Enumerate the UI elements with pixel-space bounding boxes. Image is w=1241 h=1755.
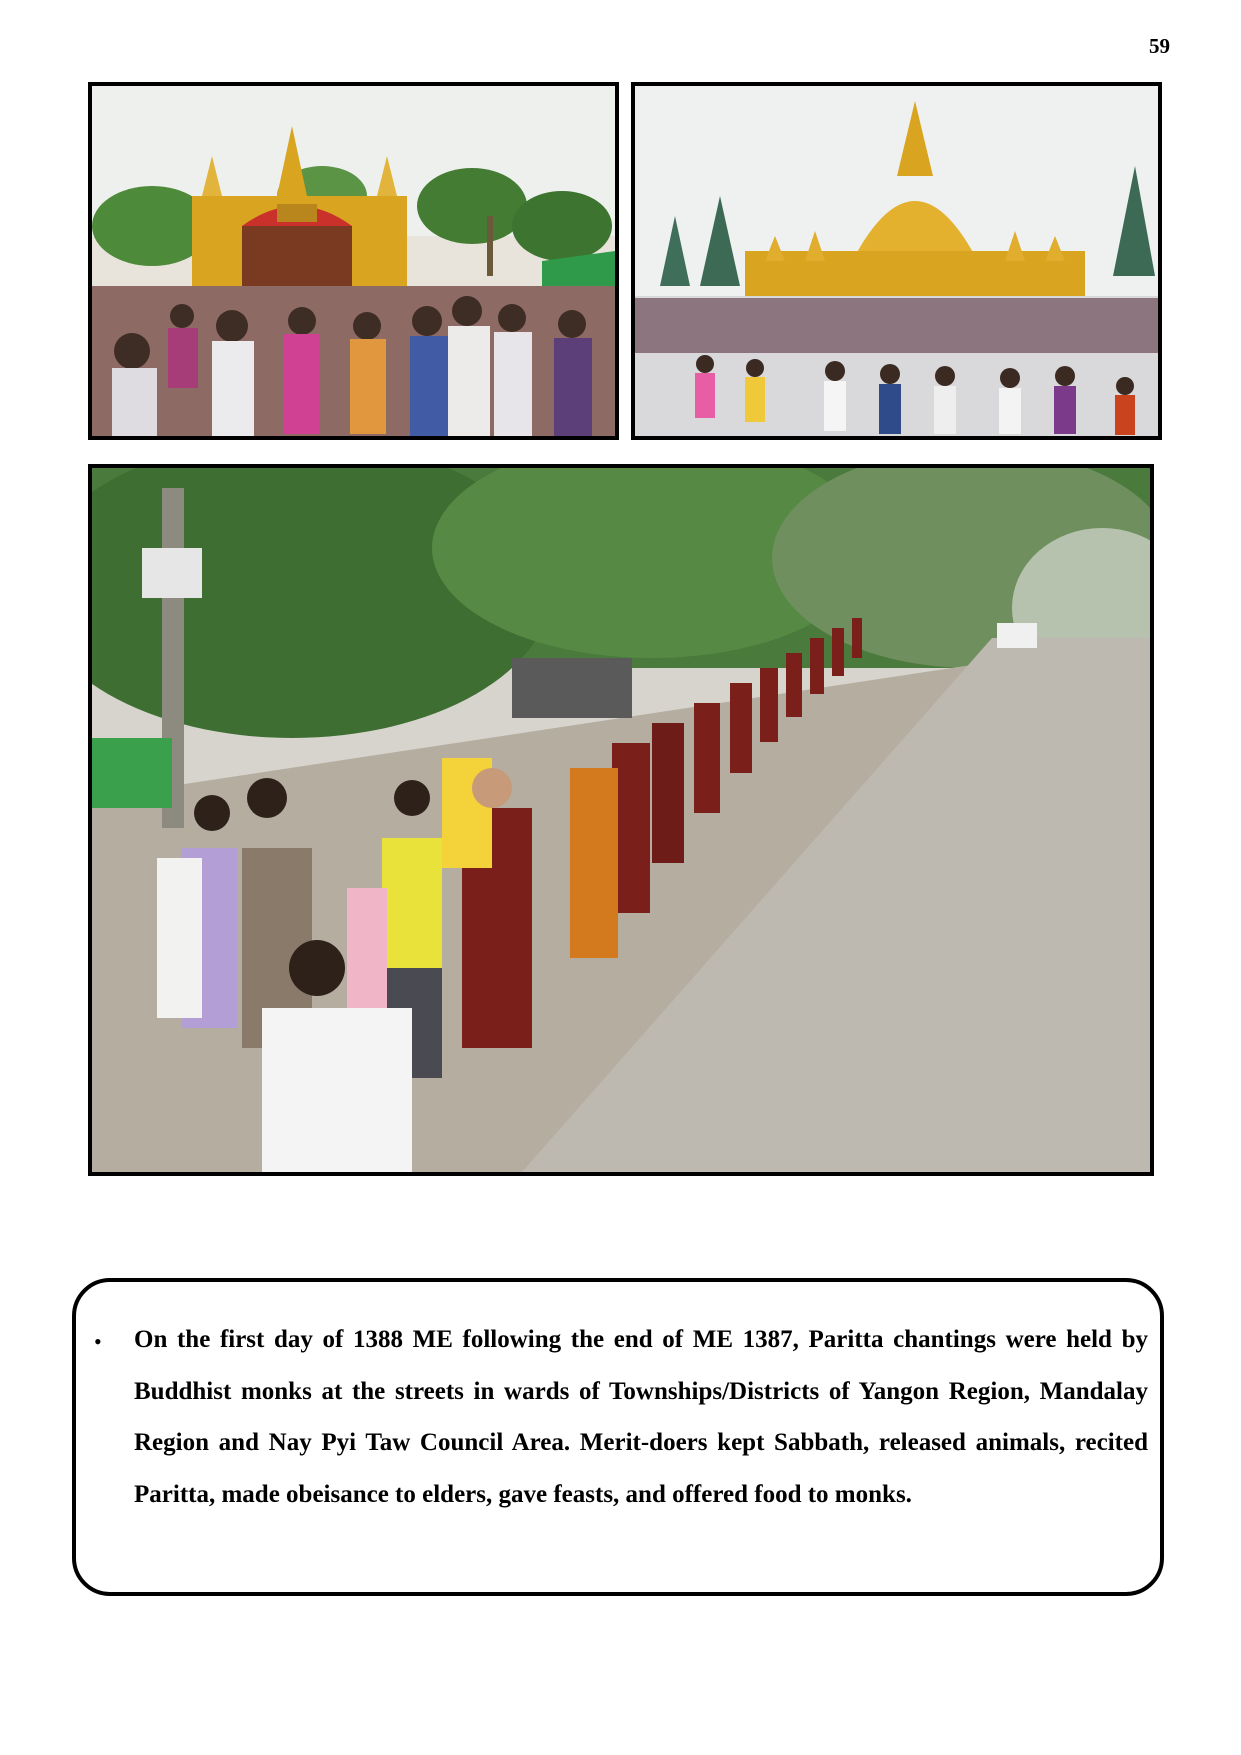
pagoda-gate-illustration xyxy=(92,86,615,436)
photo-pagoda-gate-crowd xyxy=(88,82,619,440)
caption-list-item xyxy=(94,1314,1148,1520)
page-number: 59 xyxy=(1149,34,1170,58)
caption-box xyxy=(72,1278,1164,1596)
photo-golden-stupa-crowd xyxy=(631,82,1162,440)
caption-text: On the first day of 1388 ME following the end of ME 1387, Paritta chantings were held by Buddhist monks at the streets in wards of Townships/Districts of Yangon Region, Mandalay Region and Nay Pyi Taw Council Area. Merit-doers kept Sabbath, released animals, recited Paritta, made obeisance to elders, gave feasts, and offered food to monks. xyxy=(134,1326,1148,1508)
monks-procession-illustration xyxy=(92,468,1150,1172)
golden-stupa-illustration xyxy=(635,86,1158,436)
bullet-icon: • xyxy=(94,1329,102,1354)
photo-monks-alms-procession xyxy=(88,464,1154,1176)
